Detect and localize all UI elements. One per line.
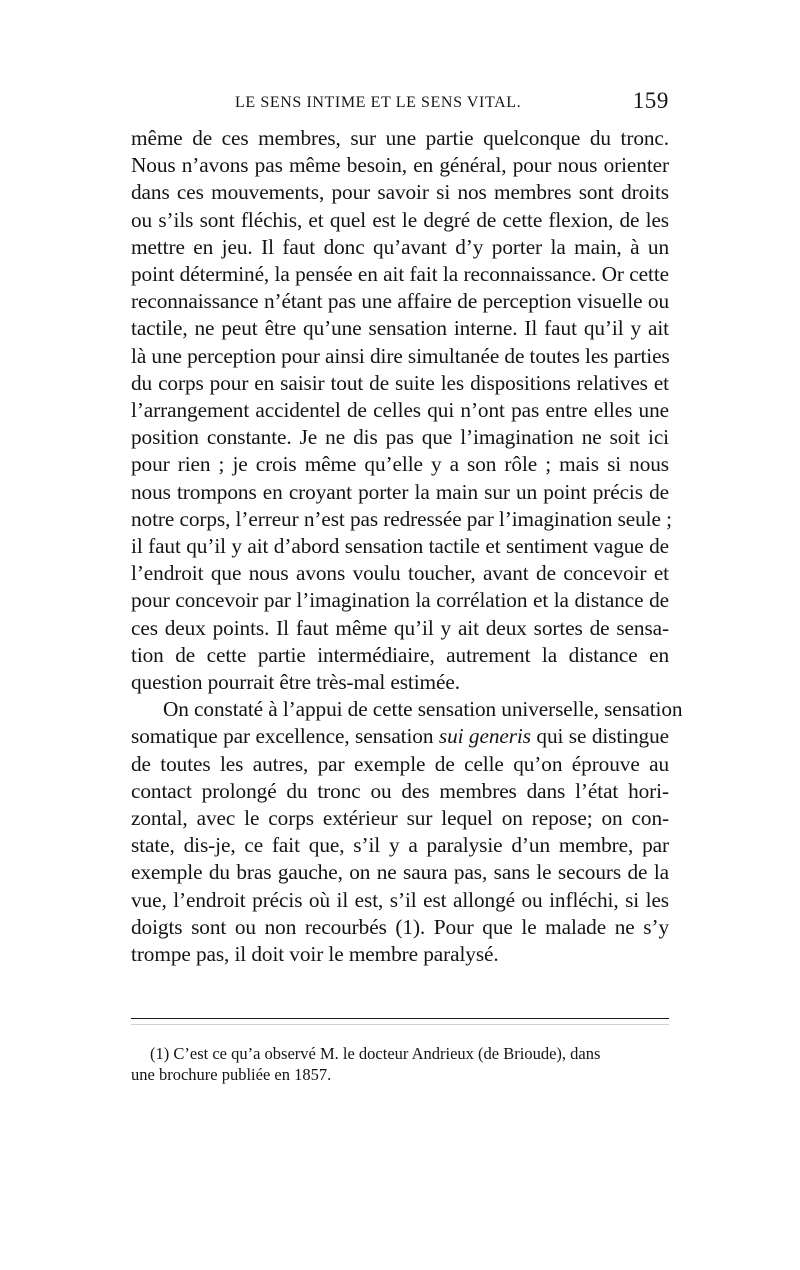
text-line: pour concevoir par l’imagination la corrélation et la distance de — [131, 588, 669, 613]
text-line: mettre en jeu. Il faut donc qu’avant d’y porter la main, à un — [131, 234, 669, 259]
text-line: là une perception pour ainsi dire simultanée de toutes les parties — [131, 343, 670, 368]
text-line: question pourrait être très-mal estimée. — [131, 670, 460, 695]
text-line: trompe pas, il doit voir le membre paralysé. — [131, 942, 499, 967]
text-line: nous trompons en croyant porter la main sur un point précis de — [131, 479, 669, 504]
text-line: ces deux points. Il faut même qu’il y ait deux sortes de sensa- — [131, 615, 669, 640]
footnote-rule — [131, 1018, 669, 1019]
page-number: 159 — [632, 88, 669, 113]
footnote-rule-shadow — [131, 1024, 669, 1025]
paragraph-first-line: On constaté à l’appui de cette sensation universelle, sensation — [163, 697, 683, 722]
text-line: notre corps, l’erreur n’est pas redressée par l’imagination seule ; — [131, 506, 672, 531]
text-line: de toutes les autres, par exemple de celle qu’on éprouve au — [131, 751, 669, 776]
footnote-line: une brochure publiée en 1857. — [131, 1065, 332, 1084]
text-line: position constante. Je ne dis pas que l’imagination ne soit ici — [131, 425, 669, 450]
text-line — [131, 723, 669, 750]
running-head — [131, 88, 669, 122]
text-line: vue, l’endroit précis où il est, s’il est allongé ou infléchi, si les — [131, 887, 669, 912]
footnote — [131, 1043, 669, 1085]
text-line: contact prolongé du tronc ou des membres dans l’état hori- — [131, 778, 669, 803]
text-line: pour rien ; je crois même qu’elle y a son rôle ; mais si nous — [131, 452, 669, 477]
footnote-line: (1) C’est ce qu’a observé M. le docteur Andrieux (de Brioude), dans — [150, 1044, 601, 1063]
text-segment: qui se distingue — [530, 724, 670, 749]
text-line: state, dis-je, ce fait que, s’il y a paralysie d’un membre, par — [131, 833, 669, 858]
text-line: zontal, avec le corps extérieur sur lequel on repose; on con- — [131, 806, 669, 831]
text-line: dans ces mouvements, pour savoir si nos membres sont droits — [131, 180, 669, 205]
text-line: point déterminé, la pensée en ait fait la reconnaissance. Or cette — [131, 262, 669, 287]
text-line: l’arrangement accidentel de celles qui n’ont pas entre elles une — [131, 398, 669, 423]
text-line: même de ces membres, sur une partie quelconque du tronc. — [131, 126, 669, 150]
text-line: reconnaissance n’étant pas une affaire de perception visuelle ou — [131, 289, 669, 314]
body-text — [131, 125, 683, 968]
text-line: l’endroit que nous avons voulu toucher, avant de concevoir et — [131, 561, 669, 586]
text-segment: somatique par excellence, sensation — [131, 724, 439, 749]
running-title: LE SENS INTIME ET LE SENS VITAL. — [235, 94, 522, 111]
text-line: exemple du bras gauche, on ne saura pas, sans le secours de la — [131, 860, 669, 885]
text-line: Nous n’avons pas même besoin, en général, pour nous orienter — [131, 153, 669, 178]
italic-phrase: sui generis — [438, 724, 531, 749]
text-line: tion de cette partie intermédiaire, autrement la distance en — [131, 642, 669, 667]
text-line: il faut qu’il y ait d’abord sensation tactile et sentiment vague de — [131, 534, 669, 559]
text-line: ou s’ils sont fléchis, et quel est le degré de cette flexion, de les — [131, 207, 669, 232]
text-line: doigts sont ou non recourbés (1). Pour que le malade ne s’y — [131, 914, 669, 939]
text-line: tactile, ne peut être qu’une sensation interne. Il faut qu’il y ait — [131, 316, 669, 341]
text-line: du corps pour en saisir tout de suite les dispositions relatives et — [131, 370, 669, 395]
